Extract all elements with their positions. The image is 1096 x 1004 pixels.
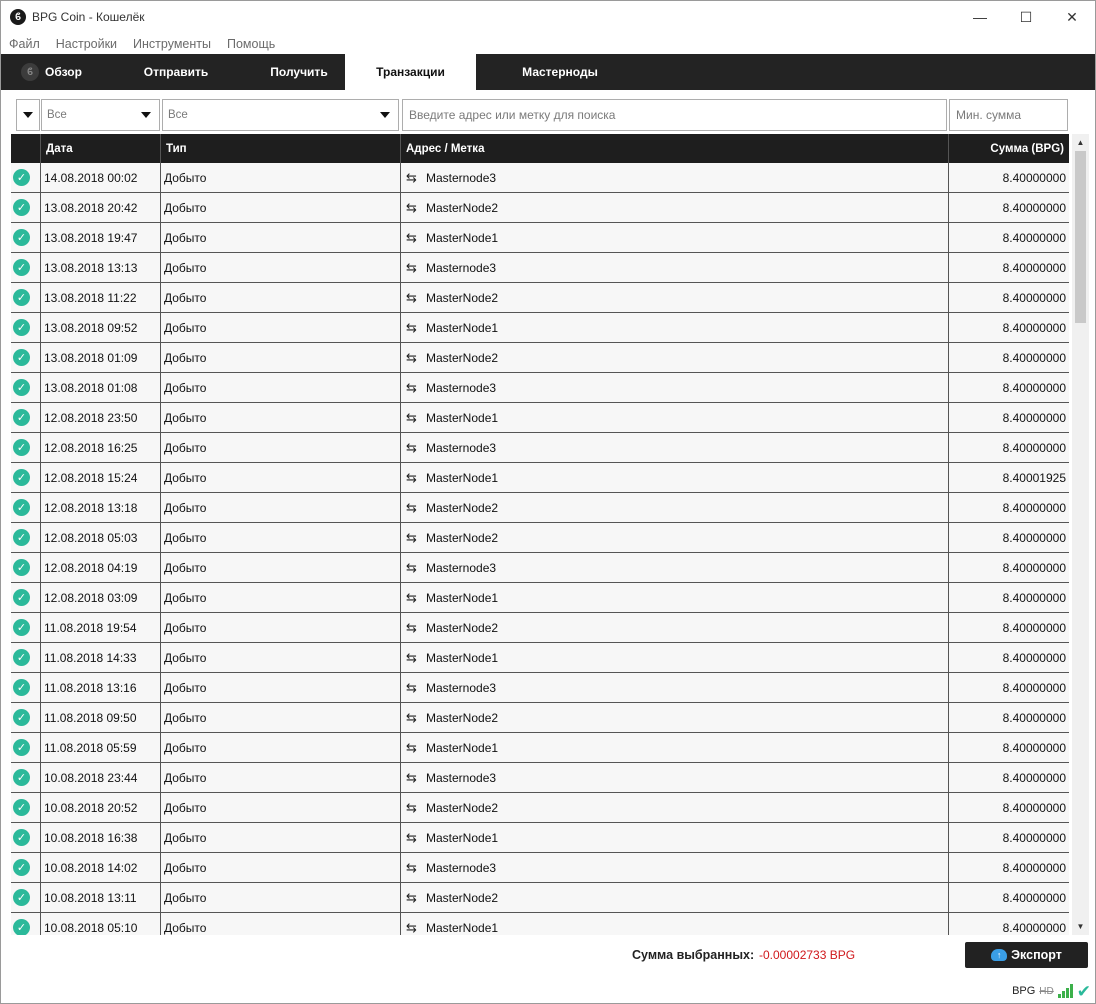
menu-file[interactable]: Файл: [9, 36, 40, 51]
date-cell: 13.08.2018 13:13: [40, 253, 160, 282]
amount-cell: 8.40000000: [948, 673, 1069, 702]
amount-cell: 8.40000000: [948, 433, 1069, 462]
type-cell: Добыто: [160, 913, 400, 935]
title-bar: [1, 1, 1095, 33]
address-label: Masternode3: [426, 170, 497, 185]
address-cell: [400, 703, 948, 732]
address-cell: [400, 883, 948, 912]
amount-cell: 8.40000000: [948, 553, 1069, 582]
date-cell: 13.08.2018 19:47: [40, 223, 160, 252]
address-cell: [400, 643, 948, 672]
amount-cell: 8.40000000: [948, 523, 1069, 552]
status-cell: [11, 793, 40, 822]
status-cell: [11, 643, 40, 672]
amount-cell: 8.40000000: [948, 253, 1069, 282]
status-cell: [11, 463, 40, 492]
type-cell: Добыто: [160, 523, 400, 552]
status-cell: [11, 403, 40, 432]
amount-cell: 8.40000000: [948, 163, 1069, 192]
date-cell: 10.08.2018 20:52: [40, 793, 160, 822]
confirmed-check-icon: ✓: [13, 889, 30, 906]
date-cell: 12.08.2018 13:18: [40, 493, 160, 522]
address-label: Masternode3: [426, 560, 497, 575]
date-cell: 11.08.2018 14:33: [40, 643, 160, 672]
status-cell: [11, 763, 40, 792]
date-cell: 11.08.2018 05:59: [40, 733, 160, 762]
date-cell: 13.08.2018 01:09: [40, 343, 160, 372]
scroll-down-icon[interactable]: ▼: [1076, 922, 1085, 931]
type-cell: Добыто: [160, 733, 400, 762]
scroll-up-icon[interactable]: ▲: [1076, 138, 1085, 147]
transfer-arrows-icon: ⇆: [406, 350, 417, 365]
amount-cell: 8.40000000: [948, 343, 1069, 372]
address-cell: [400, 823, 948, 852]
selected-sum-label: Сумма выбранных:: [632, 948, 755, 962]
type-cell: Добыто: [160, 253, 400, 282]
address-cell: [400, 373, 948, 402]
confirmed-check-icon: ✓: [13, 259, 30, 276]
date-cell: 10.08.2018 13:11: [40, 883, 160, 912]
tab-receive[interactable]: [249, 54, 349, 90]
table-row[interactable]: [11, 793, 1069, 823]
window-title: BPG Coin - Кошелёк: [32, 10, 145, 24]
address-label: MasterNode1: [426, 230, 499, 245]
status-cell: [11, 853, 40, 882]
status-cell: [11, 283, 40, 312]
transfer-arrows-icon: ⇆: [406, 380, 417, 395]
type-cell: Добыто: [160, 703, 400, 732]
confirmed-check-icon: ✓: [13, 859, 30, 876]
address-label: MasterNode1: [426, 320, 499, 335]
amount-cell: 8.40000000: [948, 823, 1069, 852]
table-row[interactable]: [11, 913, 1069, 935]
tab-overview-label: Обзор: [45, 65, 82, 79]
type-cell: Добыто: [160, 553, 400, 582]
col-status-header[interactable]: [11, 134, 40, 163]
type-cell: Добыто: [160, 343, 400, 372]
address-cell: [400, 163, 948, 192]
date-cell: 13.08.2018 20:42: [40, 193, 160, 222]
confirmed-check-icon: ✓: [13, 439, 30, 456]
confirmed-check-icon: ✓: [13, 649, 30, 666]
address-label: MasterNode2: [426, 710, 499, 725]
table-row[interactable]: [11, 613, 1069, 643]
tab-transactions-label: Транзакции: [376, 65, 445, 79]
status-cell: [11, 733, 40, 762]
date-cell: 12.08.2018 05:03: [40, 523, 160, 552]
tab-masternodes-label: Мастерноды: [522, 65, 598, 79]
confirmed-check-icon: ✓: [13, 739, 30, 756]
table-header: [11, 134, 1069, 163]
transfer-arrows-icon: ⇆: [406, 770, 417, 785]
address-cell: [400, 343, 948, 372]
home-icon: ϐ: [21, 63, 39, 81]
search-field: [402, 99, 947, 131]
tab-send-label: Отправить: [143, 65, 209, 79]
transfer-arrows-icon: ⇆: [406, 230, 417, 245]
tab-receive-label: Получить: [270, 65, 328, 79]
confirmed-check-icon: ✓: [13, 919, 30, 935]
status-bar: [1012, 982, 1091, 1000]
status-cell: [11, 583, 40, 612]
address-label: Masternode3: [426, 770, 497, 785]
transfer-arrows-icon: ⇆: [406, 860, 417, 875]
app-logo-icon: ϐ: [10, 9, 26, 25]
type-cell: Добыто: [160, 673, 400, 702]
amount-cell: 8.40000000: [948, 193, 1069, 222]
table-row[interactable]: [11, 433, 1069, 463]
type-cell: Добыто: [160, 223, 400, 252]
date-cell: 14.08.2018 00:02: [40, 163, 160, 192]
address-cell: [400, 853, 948, 882]
amount-cell: 8.40000000: [948, 913, 1069, 935]
address-cell: [400, 463, 948, 492]
status-cell: [11, 523, 40, 552]
address-label: MasterNode1: [426, 590, 499, 605]
address-label: Masternode3: [426, 860, 497, 875]
table-row[interactable]: [11, 493, 1069, 523]
search-input[interactable]: [403, 100, 946, 130]
type-cell: Добыто: [160, 193, 400, 222]
table-row[interactable]: [11, 373, 1069, 403]
network-signal-icon: [1058, 984, 1074, 998]
date-cell: 12.08.2018 03:09: [40, 583, 160, 612]
amount-cell: 8.40000000: [948, 703, 1069, 732]
amount-cell: 8.40000000: [948, 793, 1069, 822]
confirmed-check-icon: ✓: [13, 199, 30, 216]
date-cell: 13.08.2018 11:22: [40, 283, 160, 312]
transfer-arrows-icon: ⇆: [406, 290, 417, 305]
address-label: Masternode3: [426, 440, 497, 455]
transfer-arrows-icon: ⇆: [406, 440, 417, 455]
address-cell: [400, 523, 948, 552]
transfer-arrows-icon: ⇆: [406, 410, 417, 425]
col-date-header[interactable]: Дата: [40, 134, 160, 163]
table-row[interactable]: [11, 853, 1069, 883]
col-amount-header[interactable]: Сумма (BPG): [948, 134, 1069, 163]
type-cell: Добыто: [160, 283, 400, 312]
status-cell: [11, 163, 40, 192]
confirmed-check-icon: ✓: [13, 799, 30, 816]
address-label: MasterNode1: [426, 740, 499, 755]
synced-check-icon: ✔: [1076, 981, 1091, 1001]
export-button[interactable]: [965, 942, 1088, 968]
amount-cell: 8.40000000: [948, 373, 1069, 402]
table-row[interactable]: [11, 403, 1069, 433]
address-label: Masternode3: [426, 380, 497, 395]
type-cell: Добыто: [160, 433, 400, 462]
table-row[interactable]: [11, 283, 1069, 313]
confirmed-check-icon: ✓: [13, 349, 30, 366]
date-cell: 13.08.2018 09:52: [40, 313, 160, 342]
address-label: MasterNode2: [426, 500, 499, 515]
transfer-arrows-icon: ⇆: [406, 830, 417, 845]
address-label: MasterNode1: [426, 410, 499, 425]
confirmed-check-icon: ✓: [13, 829, 30, 846]
transfer-arrows-icon: ⇆: [406, 680, 417, 695]
address-label: MasterNode2: [426, 350, 499, 365]
maximize-button[interactable]: ☐: [1019, 8, 1033, 25]
address-label: MasterNode2: [426, 890, 499, 905]
table-row[interactable]: [11, 763, 1069, 793]
transfer-arrows-icon: ⇆: [406, 200, 417, 215]
table-row[interactable]: [11, 523, 1069, 553]
amount-cell: 8.40000000: [948, 583, 1069, 612]
status-cell: [11, 883, 40, 912]
type-cell: Добыто: [160, 583, 400, 612]
type-cell: Добыто: [160, 313, 400, 342]
menu-tools[interactable]: Инструменты: [133, 36, 211, 51]
transfer-arrows-icon: ⇆: [406, 500, 417, 515]
table-row[interactable]: [11, 313, 1069, 343]
transfer-arrows-icon: ⇆: [406, 920, 417, 935]
transfer-arrows-icon: ⇆: [406, 170, 417, 185]
address-cell: [400, 313, 948, 342]
selected-sum-value: -0.00002733 BPG: [759, 948, 856, 962]
min-amount-field: [949, 99, 1068, 131]
chevron-down-icon: [141, 112, 151, 118]
status-cell: [11, 253, 40, 282]
confirmed-check-icon: ✓: [13, 709, 30, 726]
watch-only-filter[interactable]: [16, 99, 40, 131]
date-cell: 12.08.2018 15:24: [40, 463, 160, 492]
date-cell: 12.08.2018 16:25: [40, 433, 160, 462]
transfer-arrows-icon: ⇆: [406, 560, 417, 575]
table-row[interactable]: [11, 553, 1069, 583]
address-cell: [400, 793, 948, 822]
export-button-label: Экспорт: [1011, 948, 1062, 962]
confirmed-check-icon: ✓: [13, 619, 30, 636]
address-cell: [400, 733, 948, 762]
confirmed-check-icon: ✓: [13, 169, 30, 186]
address-label: MasterNode1: [426, 470, 499, 485]
date-filter-select[interactable]: [41, 99, 160, 131]
address-label: MasterNode1: [426, 920, 499, 935]
transfer-arrows-icon: ⇆: [406, 740, 417, 755]
amount-cell: 8.40000000: [948, 613, 1069, 642]
status-cell: [11, 433, 40, 462]
date-cell: 10.08.2018 14:02: [40, 853, 160, 882]
transfer-arrows-icon: ⇆: [406, 590, 417, 605]
amount-cell: 8.40000000: [948, 313, 1069, 342]
address-cell: [400, 493, 948, 522]
table-row[interactable]: [11, 163, 1069, 193]
tab-masternodes[interactable]: [501, 54, 619, 90]
date-cell: 12.08.2018 23:50: [40, 403, 160, 432]
address-cell: [400, 193, 948, 222]
status-cell: [11, 373, 40, 402]
menu-settings[interactable]: Настройки: [55, 36, 118, 51]
type-filter-select[interactable]: [162, 99, 399, 131]
confirmed-check-icon: ✓: [13, 499, 30, 516]
col-address-header[interactable]: Адрес / Метка: [400, 134, 948, 163]
address-cell: [400, 403, 948, 432]
address-label: MasterNode2: [426, 200, 499, 215]
col-type-header[interactable]: Тип: [160, 134, 400, 163]
type-cell: Добыто: [160, 763, 400, 792]
status-cell: [11, 673, 40, 702]
transfer-arrows-icon: ⇆: [406, 530, 417, 545]
table-row[interactable]: [11, 883, 1069, 913]
address-cell: [400, 253, 948, 282]
scroll-thumb[interactable]: [1075, 151, 1086, 323]
min-amount-input[interactable]: [950, 100, 1067, 130]
table-row[interactable]: [11, 343, 1069, 373]
status-cell: [11, 913, 40, 935]
address-label: MasterNode2: [426, 290, 499, 305]
transfer-arrows-icon: ⇆: [406, 470, 417, 485]
amount-cell: 8.40000000: [948, 223, 1069, 252]
table-row[interactable]: [11, 223, 1069, 253]
amount-cell: 8.40000000: [948, 853, 1069, 882]
table-row[interactable]: [11, 703, 1069, 733]
hd-disabled-icon: HD: [1039, 985, 1054, 997]
table-row[interactable]: [11, 733, 1069, 763]
date-cell: 12.08.2018 04:19: [40, 553, 160, 582]
date-cell: 11.08.2018 09:50: [40, 703, 160, 732]
address-label: MasterNode2: [426, 800, 499, 815]
type-cell: Добыто: [160, 853, 400, 882]
date-cell: 11.08.2018 13:16: [40, 673, 160, 702]
amount-cell: 8.40000000: [948, 283, 1069, 312]
type-cell: Добыто: [160, 883, 400, 912]
tab-send[interactable]: [126, 54, 226, 90]
confirmed-check-icon: ✓: [13, 409, 30, 426]
menu-bar: [1, 33, 291, 54]
type-cell: Добыто: [160, 793, 400, 822]
transfer-arrows-icon: ⇆: [406, 260, 417, 275]
address-label: Masternode3: [426, 260, 497, 275]
tab-overview[interactable]: [11, 54, 106, 90]
table-row[interactable]: [11, 643, 1069, 673]
transfer-arrows-icon: ⇆: [406, 320, 417, 335]
type-cell: Добыто: [160, 463, 400, 492]
address-label: MasterNode2: [426, 530, 499, 545]
address-cell: [400, 673, 948, 702]
address-cell: [400, 553, 948, 582]
table-row[interactable]: [11, 823, 1069, 853]
transfer-arrows-icon: ⇆: [406, 800, 417, 815]
tab-transactions[interactable]: [345, 54, 476, 90]
date-cell: 13.08.2018 01:08: [40, 373, 160, 402]
address-cell: [400, 283, 948, 312]
confirmed-check-icon: ✓: [13, 289, 30, 306]
amount-cell: 8.40001925: [948, 463, 1069, 492]
status-cell: [11, 823, 40, 852]
type-cell: Добыто: [160, 643, 400, 672]
confirmed-check-icon: ✓: [13, 229, 30, 246]
amount-cell: 8.40000000: [948, 403, 1069, 432]
type-cell: Добыто: [160, 163, 400, 192]
table-row[interactable]: [11, 253, 1069, 283]
table-row[interactable]: [11, 583, 1069, 613]
date-cell: 10.08.2018 16:38: [40, 823, 160, 852]
status-cell: [11, 493, 40, 522]
confirmed-check-icon: ✓: [13, 379, 30, 396]
confirmed-check-icon: ✓: [13, 679, 30, 696]
confirmed-check-icon: ✓: [13, 469, 30, 486]
table-row[interactable]: [11, 463, 1069, 493]
status-cell: [11, 613, 40, 642]
status-cell: [11, 223, 40, 252]
address-label: MasterNode2: [426, 620, 499, 635]
status-cell: [11, 193, 40, 222]
address-cell: [400, 223, 948, 252]
date-cell: 10.08.2018 05:10: [40, 913, 160, 935]
minimize-button[interactable]: —: [973, 9, 987, 25]
transfer-arrows-icon: ⇆: [406, 620, 417, 635]
amount-cell: 8.40000000: [948, 733, 1069, 762]
confirmed-check-icon: ✓: [13, 319, 30, 336]
close-button[interactable]: ✕: [1066, 8, 1078, 25]
cloud-upload-icon: ↑: [991, 949, 1007, 961]
amount-cell: 8.40000000: [948, 883, 1069, 912]
status-cell: [11, 343, 40, 372]
transfer-arrows-icon: ⇆: [406, 650, 417, 665]
confirmed-check-icon: ✓: [13, 529, 30, 546]
chevron-down-icon: [380, 112, 390, 118]
address-cell: [400, 613, 948, 642]
unit-display[interactable]: BPG: [1012, 985, 1036, 997]
confirmed-check-icon: ✓: [13, 589, 30, 606]
type-cell: Добыто: [160, 823, 400, 852]
transfer-arrows-icon: ⇆: [406, 710, 417, 725]
type-cell: Добыто: [160, 493, 400, 522]
menu-help[interactable]: Помощь: [226, 36, 276, 51]
amount-cell: 8.40000000: [948, 493, 1069, 522]
status-cell: [11, 553, 40, 582]
type-cell: Добыто: [160, 403, 400, 432]
address-cell: [400, 913, 948, 935]
date-filter-value: Все: [47, 109, 67, 121]
table-row[interactable]: [11, 193, 1069, 223]
transactions-table: [11, 134, 1069, 935]
address-cell: [400, 583, 948, 612]
address-cell: [400, 433, 948, 462]
type-cell: Добыто: [160, 613, 400, 642]
status-cell: [11, 703, 40, 732]
address-label: MasterNode1: [426, 650, 499, 665]
address-cell: [400, 763, 948, 792]
type-cell: Добыто: [160, 373, 400, 402]
status-cell: [11, 313, 40, 342]
table-row[interactable]: [11, 673, 1069, 703]
type-filter-value: Все: [168, 109, 188, 121]
amount-cell: 8.40000000: [948, 643, 1069, 672]
address-label: MasterNode1: [426, 830, 499, 845]
window-controls: [957, 1, 1095, 33]
date-cell: 10.08.2018 23:44: [40, 763, 160, 792]
amount-cell: 8.40000000: [948, 763, 1069, 792]
confirmed-check-icon: ✓: [13, 769, 30, 786]
address-label: Masternode3: [426, 680, 497, 695]
transfer-arrows-icon: ⇆: [406, 890, 417, 905]
date-cell: 11.08.2018 19:54: [40, 613, 160, 642]
chevron-down-icon: [23, 112, 33, 118]
table-scrollbar[interactable]: [1072, 134, 1089, 935]
tab-bar: [1, 54, 1095, 90]
confirmed-check-icon: ✓: [13, 559, 30, 576]
